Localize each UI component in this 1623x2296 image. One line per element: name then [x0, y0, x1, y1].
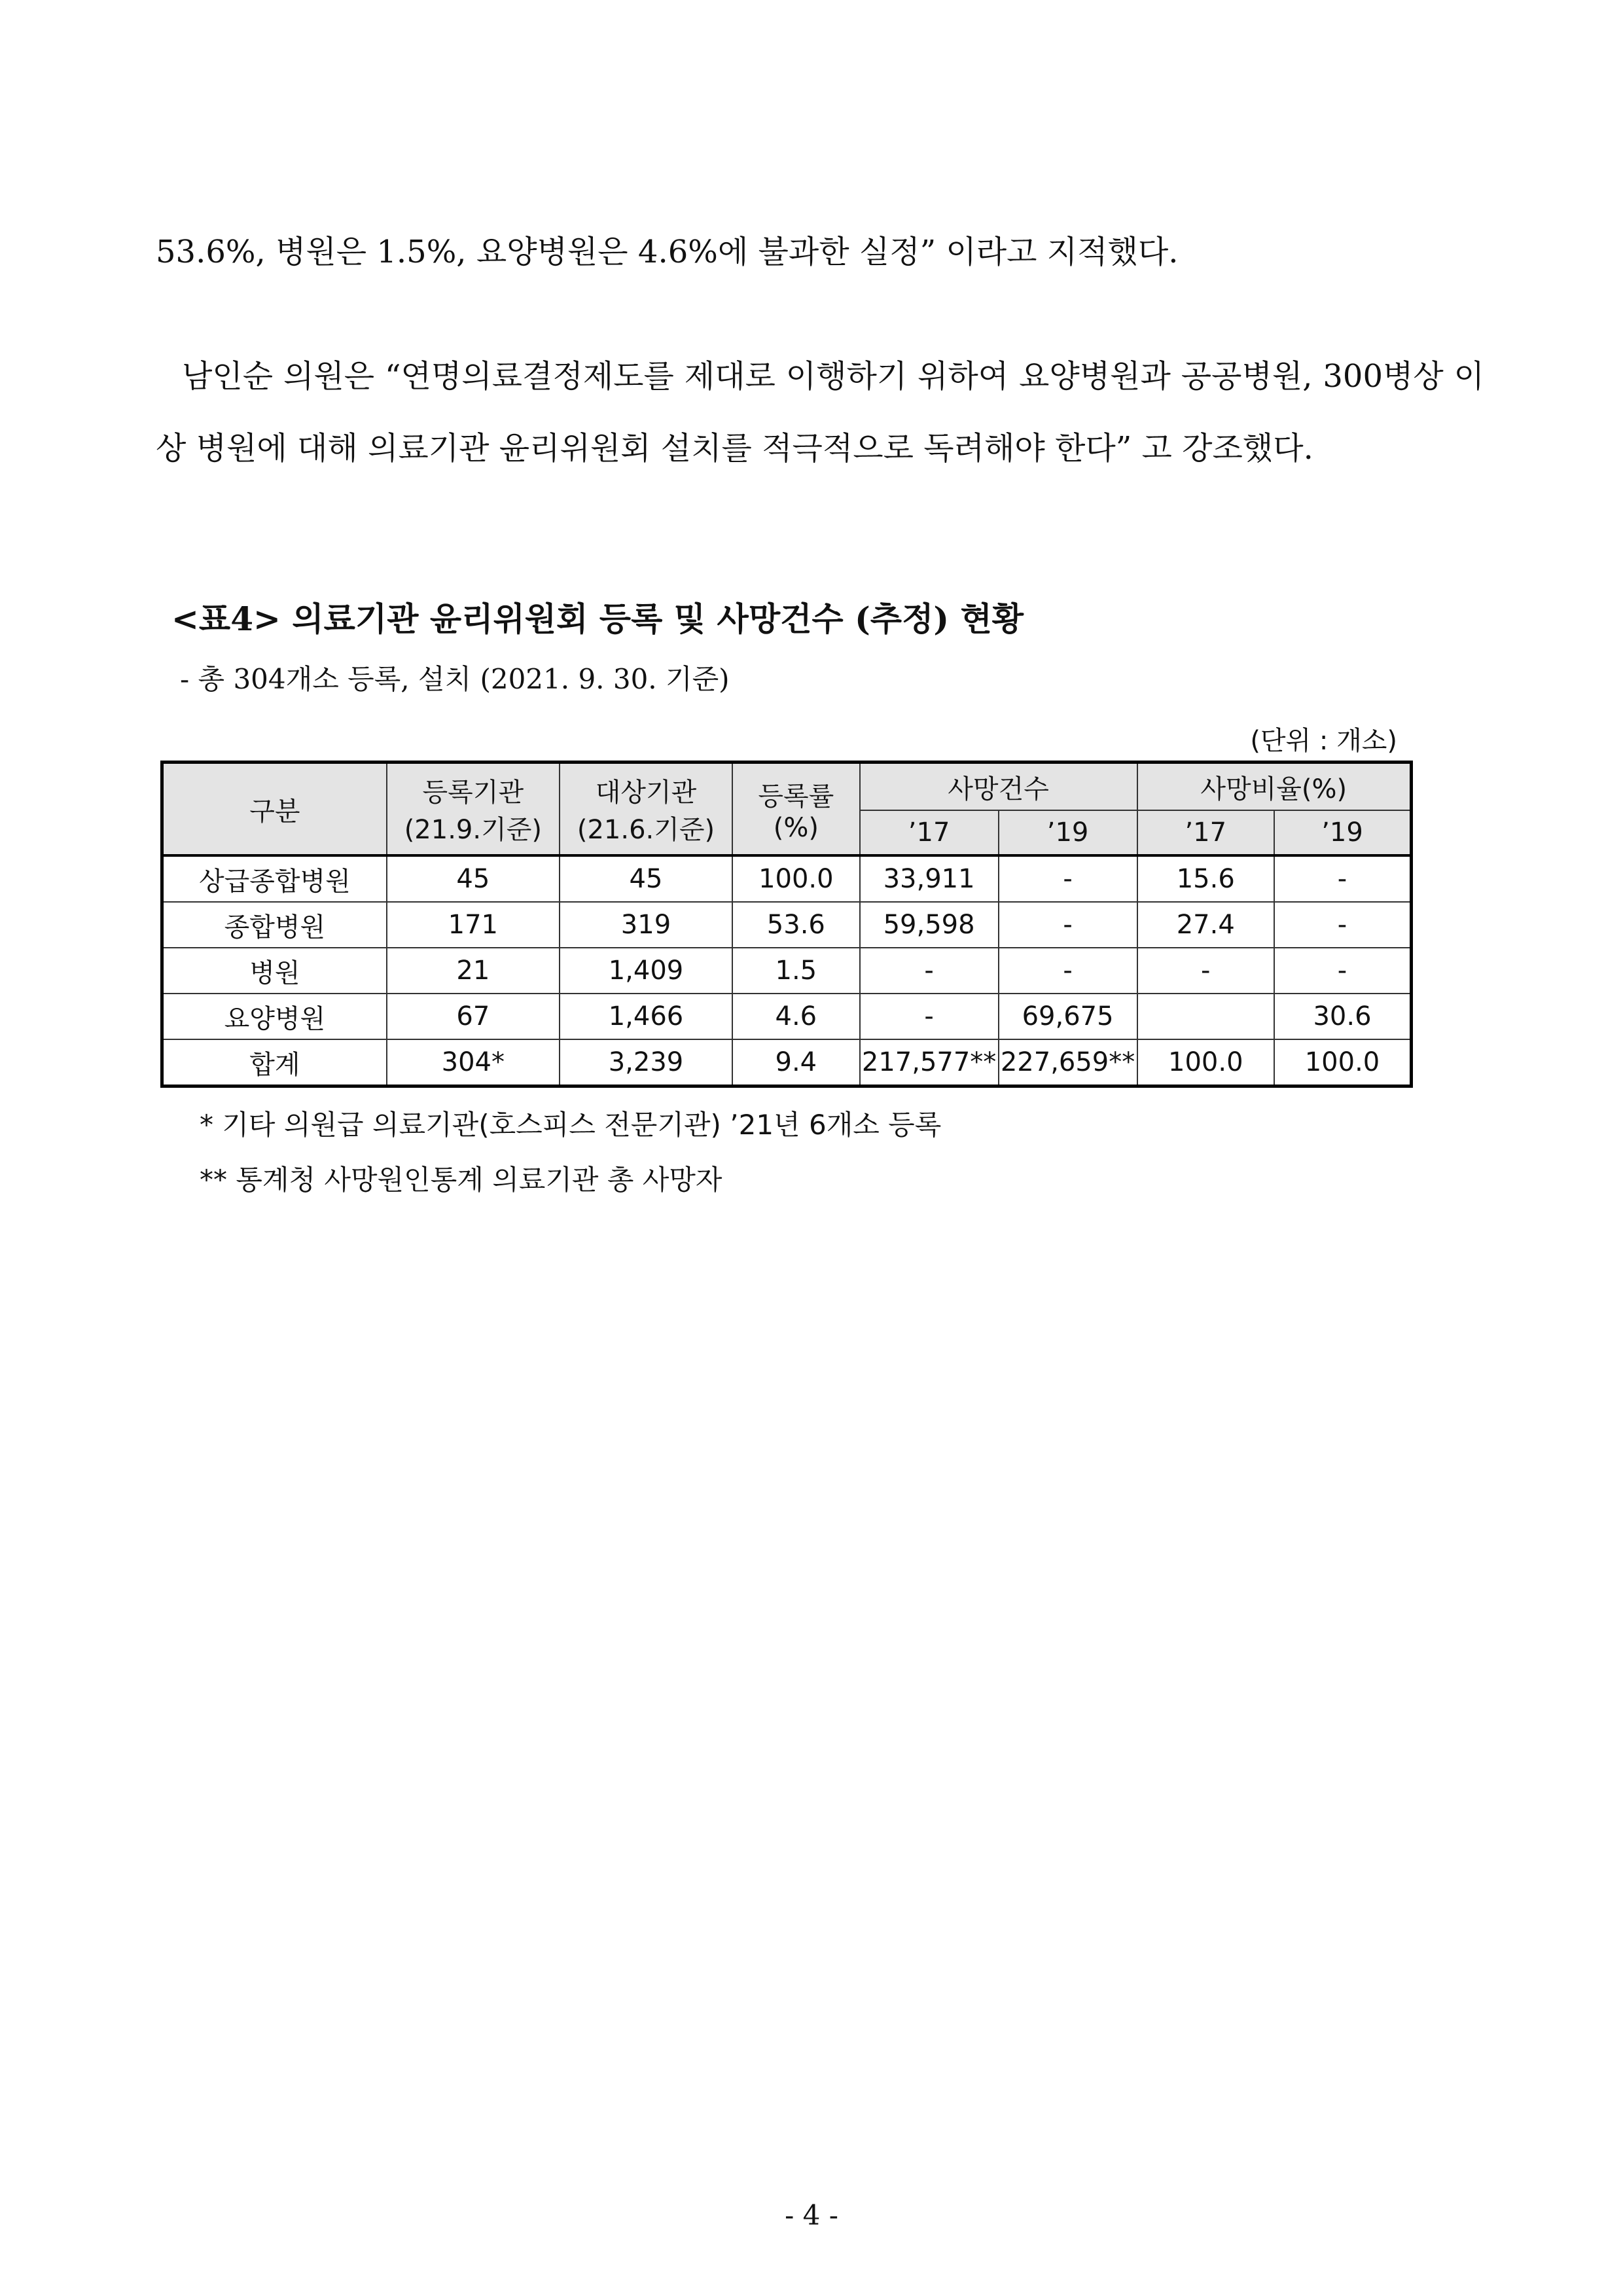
paragraph-2: 남인순 의원은 “연명의료결정제도를 제대로 이행하기 위하여 요양병원과 공공병원, 300병상 이상 병원에 대해 의료기관 윤리위원회 설치를 적극적으로 독려해야 한다” 고 강조했다. [156, 358, 1484, 467]
cell-ratio-19: - [1274, 902, 1412, 948]
table-row [162, 994, 1412, 1039]
cell-deaths-17: 33,911 [860, 855, 999, 902]
header-rate [732, 762, 860, 856]
header-deaths-19: ’19 [999, 810, 1137, 855]
header-deaths-17: ’17 [860, 810, 999, 855]
header-target-line2: (21.6.기준) [577, 815, 715, 845]
cell-rate: 1.5 [732, 948, 860, 994]
cell-deaths-19: - [999, 855, 1137, 902]
cell-deaths-17: - [860, 994, 999, 1039]
cell-ratio-19: 100.0 [1274, 1039, 1412, 1086]
cell-ratio-17: 100.0 [1137, 1039, 1274, 1086]
cell-target: 3,239 [560, 1039, 732, 1086]
cell-name: 종합병원 [162, 902, 387, 948]
table-unit: (단위 : 개소) [1250, 726, 1397, 756]
footnote-2: ** 통계청 사망원인통계 의료기관 총 사망자 [200, 1164, 722, 1196]
header-rate-line2: (%) [773, 812, 819, 843]
cell-deaths-17: 217,577** [860, 1039, 999, 1086]
cell-target: 45 [560, 855, 732, 902]
cell-target: 319 [560, 902, 732, 948]
cell-deaths-19: - [999, 948, 1137, 994]
header-rate-line1: 등록률 [758, 781, 834, 812]
header-registered-line1: 등록기관 [422, 778, 524, 808]
cell-ratio-19: - [1274, 855, 1412, 902]
header-registered [387, 762, 560, 856]
cell-ratio-17: 27.4 [1137, 902, 1274, 948]
page-number: - 4 - [785, 2199, 838, 2231]
cell-deaths-19: 69,675 [999, 994, 1137, 1039]
cell-deaths-17: 59,598 [860, 902, 999, 948]
header-ratio-17: ’17 [1137, 810, 1274, 855]
cell-registered: 45 [387, 855, 560, 902]
table-row [162, 855, 1412, 902]
cell-rate: 100.0 [732, 855, 860, 902]
cell-rate: 53.6 [732, 902, 860, 948]
table-row-total [162, 1039, 1412, 1086]
table-title: <표4> 의료기관 윤리위원회 등록 및 사망건수 (추정) 현황 [171, 600, 1024, 638]
cell-name: 병원 [162, 948, 387, 994]
header-ratio-19: ’19 [1274, 810, 1412, 855]
cell-ratio-17: - [1137, 948, 1274, 994]
cell-ratio-19: - [1274, 948, 1412, 994]
header-registered-line2: (21.9.기준) [404, 815, 542, 845]
cell-target: 1,409 [560, 948, 732, 994]
table-subtitle: - 총 304개소 등록, 설치 (2021. 9. 30. 기준) [180, 663, 730, 695]
cell-name: 상급종합병원 [162, 855, 387, 902]
cell-registered: 21 [387, 948, 560, 994]
header-category: 구분 [162, 762, 387, 856]
table-row [162, 902, 1412, 948]
cell-ratio-17 [1137, 994, 1274, 1039]
cell-registered: 67 [387, 994, 560, 1039]
cell-rate: 9.4 [732, 1039, 860, 1086]
cell-registered: 171 [387, 902, 560, 948]
cell-ratio-19: 30.6 [1274, 994, 1412, 1039]
cell-registered: 304* [387, 1039, 560, 1086]
cell-deaths-17: - [860, 948, 999, 994]
cell-ratio-17: 15.6 [1137, 855, 1274, 902]
cell-deaths-19: - [999, 902, 1137, 948]
header-deaths: 사망건수 [860, 762, 1137, 811]
header-target [560, 762, 732, 856]
header-death-ratio: 사망비율(%) [1137, 762, 1412, 811]
cell-name: 합계 [162, 1039, 387, 1086]
table-row [162, 948, 1412, 994]
cell-rate: 4.6 [732, 994, 860, 1039]
paragraph-1: 53.6%, 병원은 1.5%, 요양병원은 4.6%에 불과한 실정” 이라고 지적했다. [156, 234, 1179, 270]
header-target-line1: 대상기관 [595, 778, 697, 808]
footnote-1: * 기타 의원급 의료기관(호스피스 전문기관) ’21년 6개소 등록 [200, 1109, 942, 1141]
cell-target: 1,466 [560, 994, 732, 1039]
cell-deaths-19: 227,659** [999, 1039, 1137, 1086]
cell-name: 요양병원 [162, 994, 387, 1039]
ethics-committee-table [160, 761, 1413, 1088]
